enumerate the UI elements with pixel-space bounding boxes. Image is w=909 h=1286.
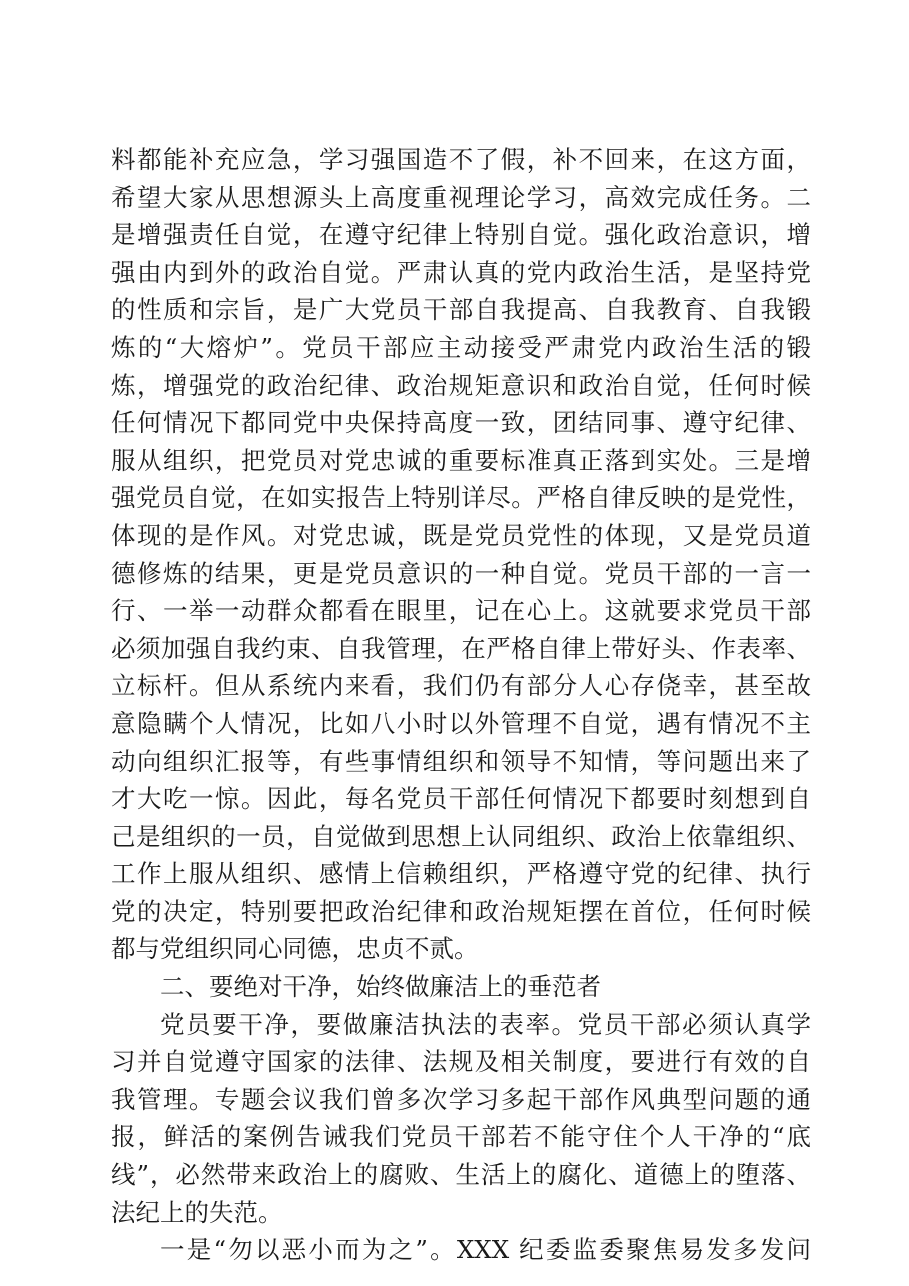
text-line: 德修炼的结果，更是党员意识的一种自觉。党员干部的一言一 — [111, 558, 811, 588]
text-line: 强党员自觉，在如实报告上特别详尽。严格自律反映的是党性， — [111, 483, 811, 513]
text-line: 希望大家从思想源头上高度重视理论学习，高效完成任务。二 — [111, 182, 811, 212]
text-line: 必须加强自我约束、自我管理，在严格自律上带好头、作表率、 — [111, 633, 811, 663]
text-line: 料都能补充应急，学习强国造不了假，补不回来，在这方面， — [111, 145, 811, 174]
text-line: 炼的“大熔炉”。党员干部应主动接受严肃党内政治生活的锻 — [111, 332, 811, 362]
text-line: 己是组织的一员，自觉做到思想上认同组织、政治上依靠组织、 — [111, 821, 811, 851]
text-line: 法纪上的失范。 — [111, 1197, 283, 1227]
text-line: 才大吃一惊。因此，每名党员干部任何情况下都要时刻想到自 — [111, 784, 811, 814]
text-line: 动向组织汇报等，有些事情组织和领导不知情，等问题出来了 — [111, 746, 811, 776]
text-line: 是增强责任自觉，在遵守纪律上特别自觉。强化政治意识，增 — [111, 220, 811, 250]
text-line: 工作上服从组织、感情上信赖组织，严格遵守党的纪律、执行 — [111, 859, 811, 889]
text-line: 党员要干净，要做廉洁执法的表率。党员干部必须认真学 — [160, 1009, 811, 1039]
text-line: 任何情况下都同党中央保持高度一致，团结同事、遵守纪律、 — [111, 408, 811, 438]
text-line: 行、一举一动群众都看在眼里，记在心上。这就要求党员干部 — [111, 596, 811, 626]
text-line: 炼，增强党的政治纪律、政治规矩意识和政治自觉，任何时候 — [111, 370, 811, 400]
body-text — [111, 141, 811, 1269]
text-line: 报，鲜活的案例告诫我们党员干部若不能守住个人干净的“底 — [111, 1122, 811, 1152]
text-line: 的性质和宗旨，是广大党员干部自我提高、自我教育、自我锻 — [111, 295, 811, 325]
text-line: 都与党组织同心同德，忠贞不贰。 — [111, 934, 479, 964]
text-line: 一是“勿以恶小而为之”。XXX 纪委监委聚焦易发多发问 — [160, 1235, 811, 1265]
text-line: 我管理。专题会议我们曾多次学习多起干部作风典型问题的通 — [111, 1084, 811, 1114]
section-heading: 二、要绝对干净，始终做廉洁上的垂范者 — [160, 972, 601, 1002]
text-line: 意隐瞒个人情况，比如八小时以外管理不自觉，遇有情况不主 — [111, 708, 811, 738]
text-line: 党的决定，特别要把政治纪律和政治规矩摆在首位，任何时候 — [111, 896, 811, 926]
text-line: 体现的是作风。对党忠诚，既是党员党性的体现，又是党员道 — [111, 520, 811, 550]
text-line: 服从组织，把党员对党忠诚的重要标准真正落到实处。三是增 — [111, 445, 811, 475]
text-line: 强由内到外的政治自觉。严肃认真的党内政治生活，是坚持党 — [111, 257, 811, 287]
text-line: 立标杆。但从系统内来看，我们仍有部分人心存侥幸，甚至故 — [111, 671, 811, 701]
text-line: 线”，必然带来政治上的腐败、生活上的腐化、道德上的堕落、 — [111, 1160, 811, 1190]
text-line: 习并自觉遵守国家的法律、法规及相关制度，要进行有效的自 — [111, 1047, 811, 1077]
